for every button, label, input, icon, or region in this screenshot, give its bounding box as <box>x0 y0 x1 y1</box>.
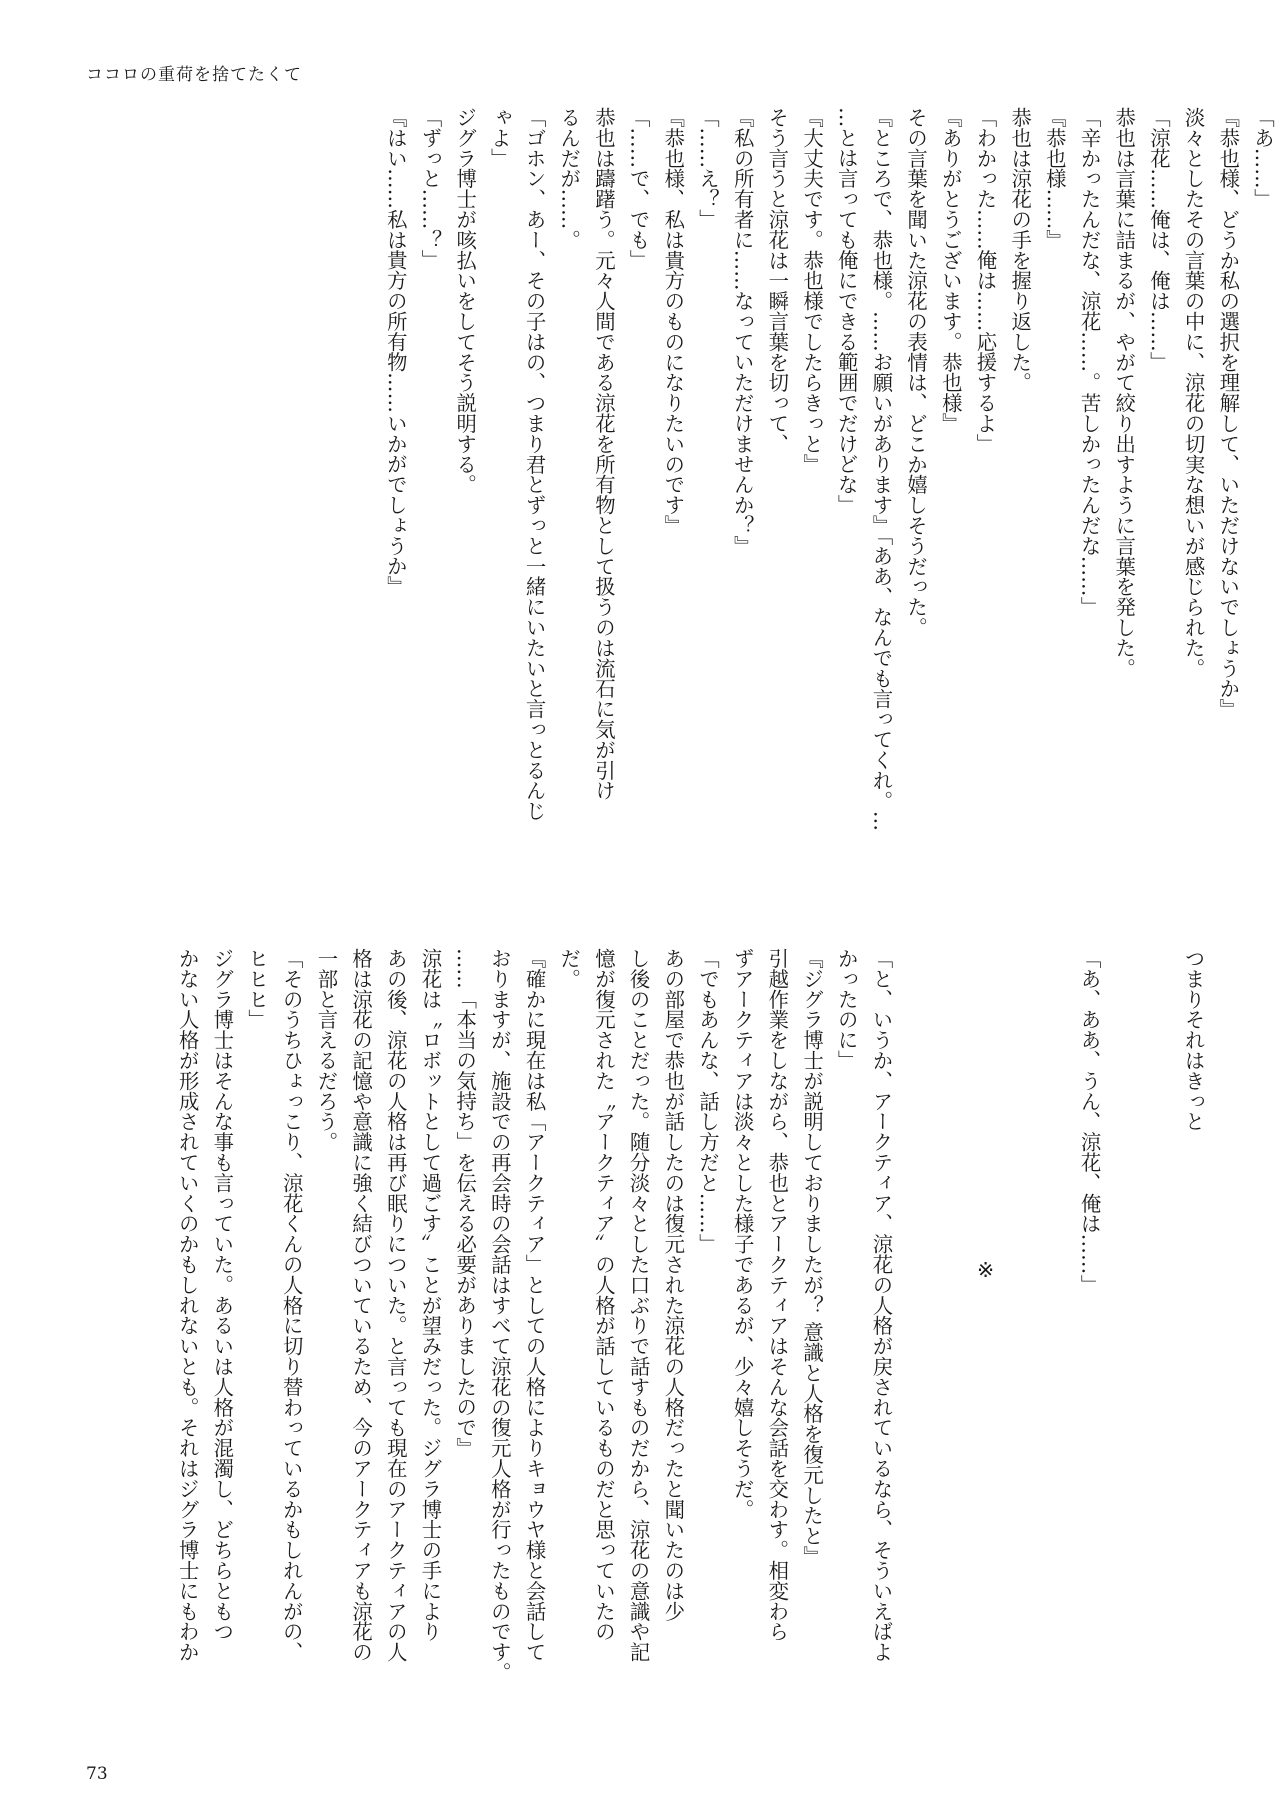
text-line: 一部と言えるだろう。 <box>314 948 339 1152</box>
text-line: ゃよ」 <box>487 107 512 169</box>
text-line: ……「本当の気持ち」を伝える必要がありましたので』 <box>453 948 478 1458</box>
text-line: あの後、涼花の人格は再び眠りについた。と言っても現在のアークティアの人 <box>383 948 408 1662</box>
lower-text-block <box>115 948 1280 1730</box>
text-line: ヒヒヒ」 <box>245 948 270 1030</box>
text-line: 「あ……」 <box>1251 107 1275 209</box>
text-line: 引越作業をしながら、恭也とアークティアはそんな会話を交わす。相変わら <box>765 948 790 1642</box>
text-line: 「あ、ああ、うん、涼花、俺は……」 <box>1077 948 1102 1295</box>
text-line: 『私の所有者に……なっていただけませんか？』 <box>730 107 755 556</box>
text-line: 『恭也様……』 <box>1042 107 1067 250</box>
text-line: 『ところで、恭也様。……お願いがあります』「ああ、なんでも言ってくれ。… <box>869 107 894 832</box>
text-line: 『恭也様、私は貴方のものになりたいのです』 <box>661 107 686 536</box>
text-line: 『ジグラ博士が説明しておりましたが？ 意識と人格を復元したと』 <box>800 948 825 1567</box>
text-line: 「そのうちひょっこり、涼花くんの人格に切り替わっているかもしれんがの、 <box>279 948 304 1662</box>
text-line: ずアークティアは淡々とした様子であるが、少々嬉しそうだ。 <box>730 948 755 1520</box>
text-line: 「辛かったんだな、涼花……。苦しかったんだな……」 <box>1077 107 1102 617</box>
section-separator: ※ <box>973 1258 998 1282</box>
text-line: るんだが……。 <box>557 107 582 250</box>
text-line: 「わかった……俺は……応援するよ」 <box>973 107 998 454</box>
text-line: おりますが、施設での再会時の会話はすべて涼花の復元人格が行ったものです。 <box>487 948 512 1683</box>
text-line: 格は涼花の記憶や意識に強く結びついているため、今のアークティアも涼花の <box>349 948 374 1662</box>
text-line: 『ありがとうございます。恭也様』 <box>938 107 963 434</box>
text-line: 「……で、でも」 <box>626 107 651 271</box>
text-line: 「涼花……俺は、俺は……」 <box>1146 107 1171 373</box>
text-line: …とは言っても俺にできる範囲でだけどな」 <box>834 107 859 515</box>
text-line: 恭也は涼花の手を握り返した。 <box>1008 107 1033 393</box>
text-line: 恭也は躊躇う。元々人間である涼花を所有物として扱うのは流石に気が引け <box>591 107 616 801</box>
text-line: 『大丈夫です。恭也様でしたらきっと』 <box>800 107 825 475</box>
text-line: ジグラ博士はそんな事も言っていた。あるいは人格が混濁し、どちらともつ <box>210 948 235 1642</box>
text-line: 『確かに現在は私「アークティア」としての人格によりキョウヤ様と会話して <box>522 948 547 1662</box>
text-line: 恭也は言葉に詰まるが、やがて絞り出すように言葉を発した。 <box>1112 107 1137 679</box>
text-line: 涼花は〝ロボットとして過ごす〟ことが望みだった。ジグラ博士の手により <box>418 948 443 1642</box>
text-line: かったのに」 <box>834 948 859 1071</box>
text-line: その言葉を聞いた涼花の表情は、どこか嬉しそうだった。 <box>904 107 929 638</box>
text-line: つまりそれはきっと <box>1181 948 1206 1132</box>
text-line: 「でもあんな、話し方だと……」 <box>696 948 720 1254</box>
text-line: 淡々としたその言葉の中に、涼花の切実な想いが感じられた。 <box>1181 107 1206 679</box>
text-line: 「……え？」 <box>696 107 720 230</box>
text-line: ジグラ博士が咳払いをしてそう説明する。 <box>453 107 478 495</box>
page-number: 73 <box>86 1764 108 1784</box>
text-line: し後のことだった。随分淡々とした口ぶりで話すものだから、涼花の意識や記 <box>626 948 651 1662</box>
text-line: そう言うと涼花は一瞬言葉を切って、 <box>765 107 790 454</box>
upper-text-block <box>115 107 1280 877</box>
running-head: ココロの重荷を捨てたくて <box>86 65 302 85</box>
text-line: だ。 <box>557 948 582 989</box>
text-line: 「ずっと……？」 <box>418 107 443 271</box>
text-line: かない人格が形成されていくのかもしれないとも。それはジグラ博士にもわか <box>175 948 200 1662</box>
text-line: 『恭也様、どうか私の選択を理解して、いただけないでしょうか』 <box>1216 107 1241 719</box>
text-line: 憶が復元された〝アークティア〟の人格が話しているものだと思っていたの <box>591 948 616 1642</box>
text-line: 「と、いうか、アークティア、涼花の人格が戻されているなら、そういえばよ <box>869 948 894 1662</box>
text-line: あの部屋で恭也が話したのは復元された涼花の人格だったと聞いたのは少 <box>661 948 686 1622</box>
text-line: 「ゴホン、あー、その子はの、つまり君とずっと一緒にいたいと言っとるんじ <box>522 107 547 821</box>
text-line: 『はい……私は貴方の所有物……いかがでしょうか』 <box>383 107 408 597</box>
